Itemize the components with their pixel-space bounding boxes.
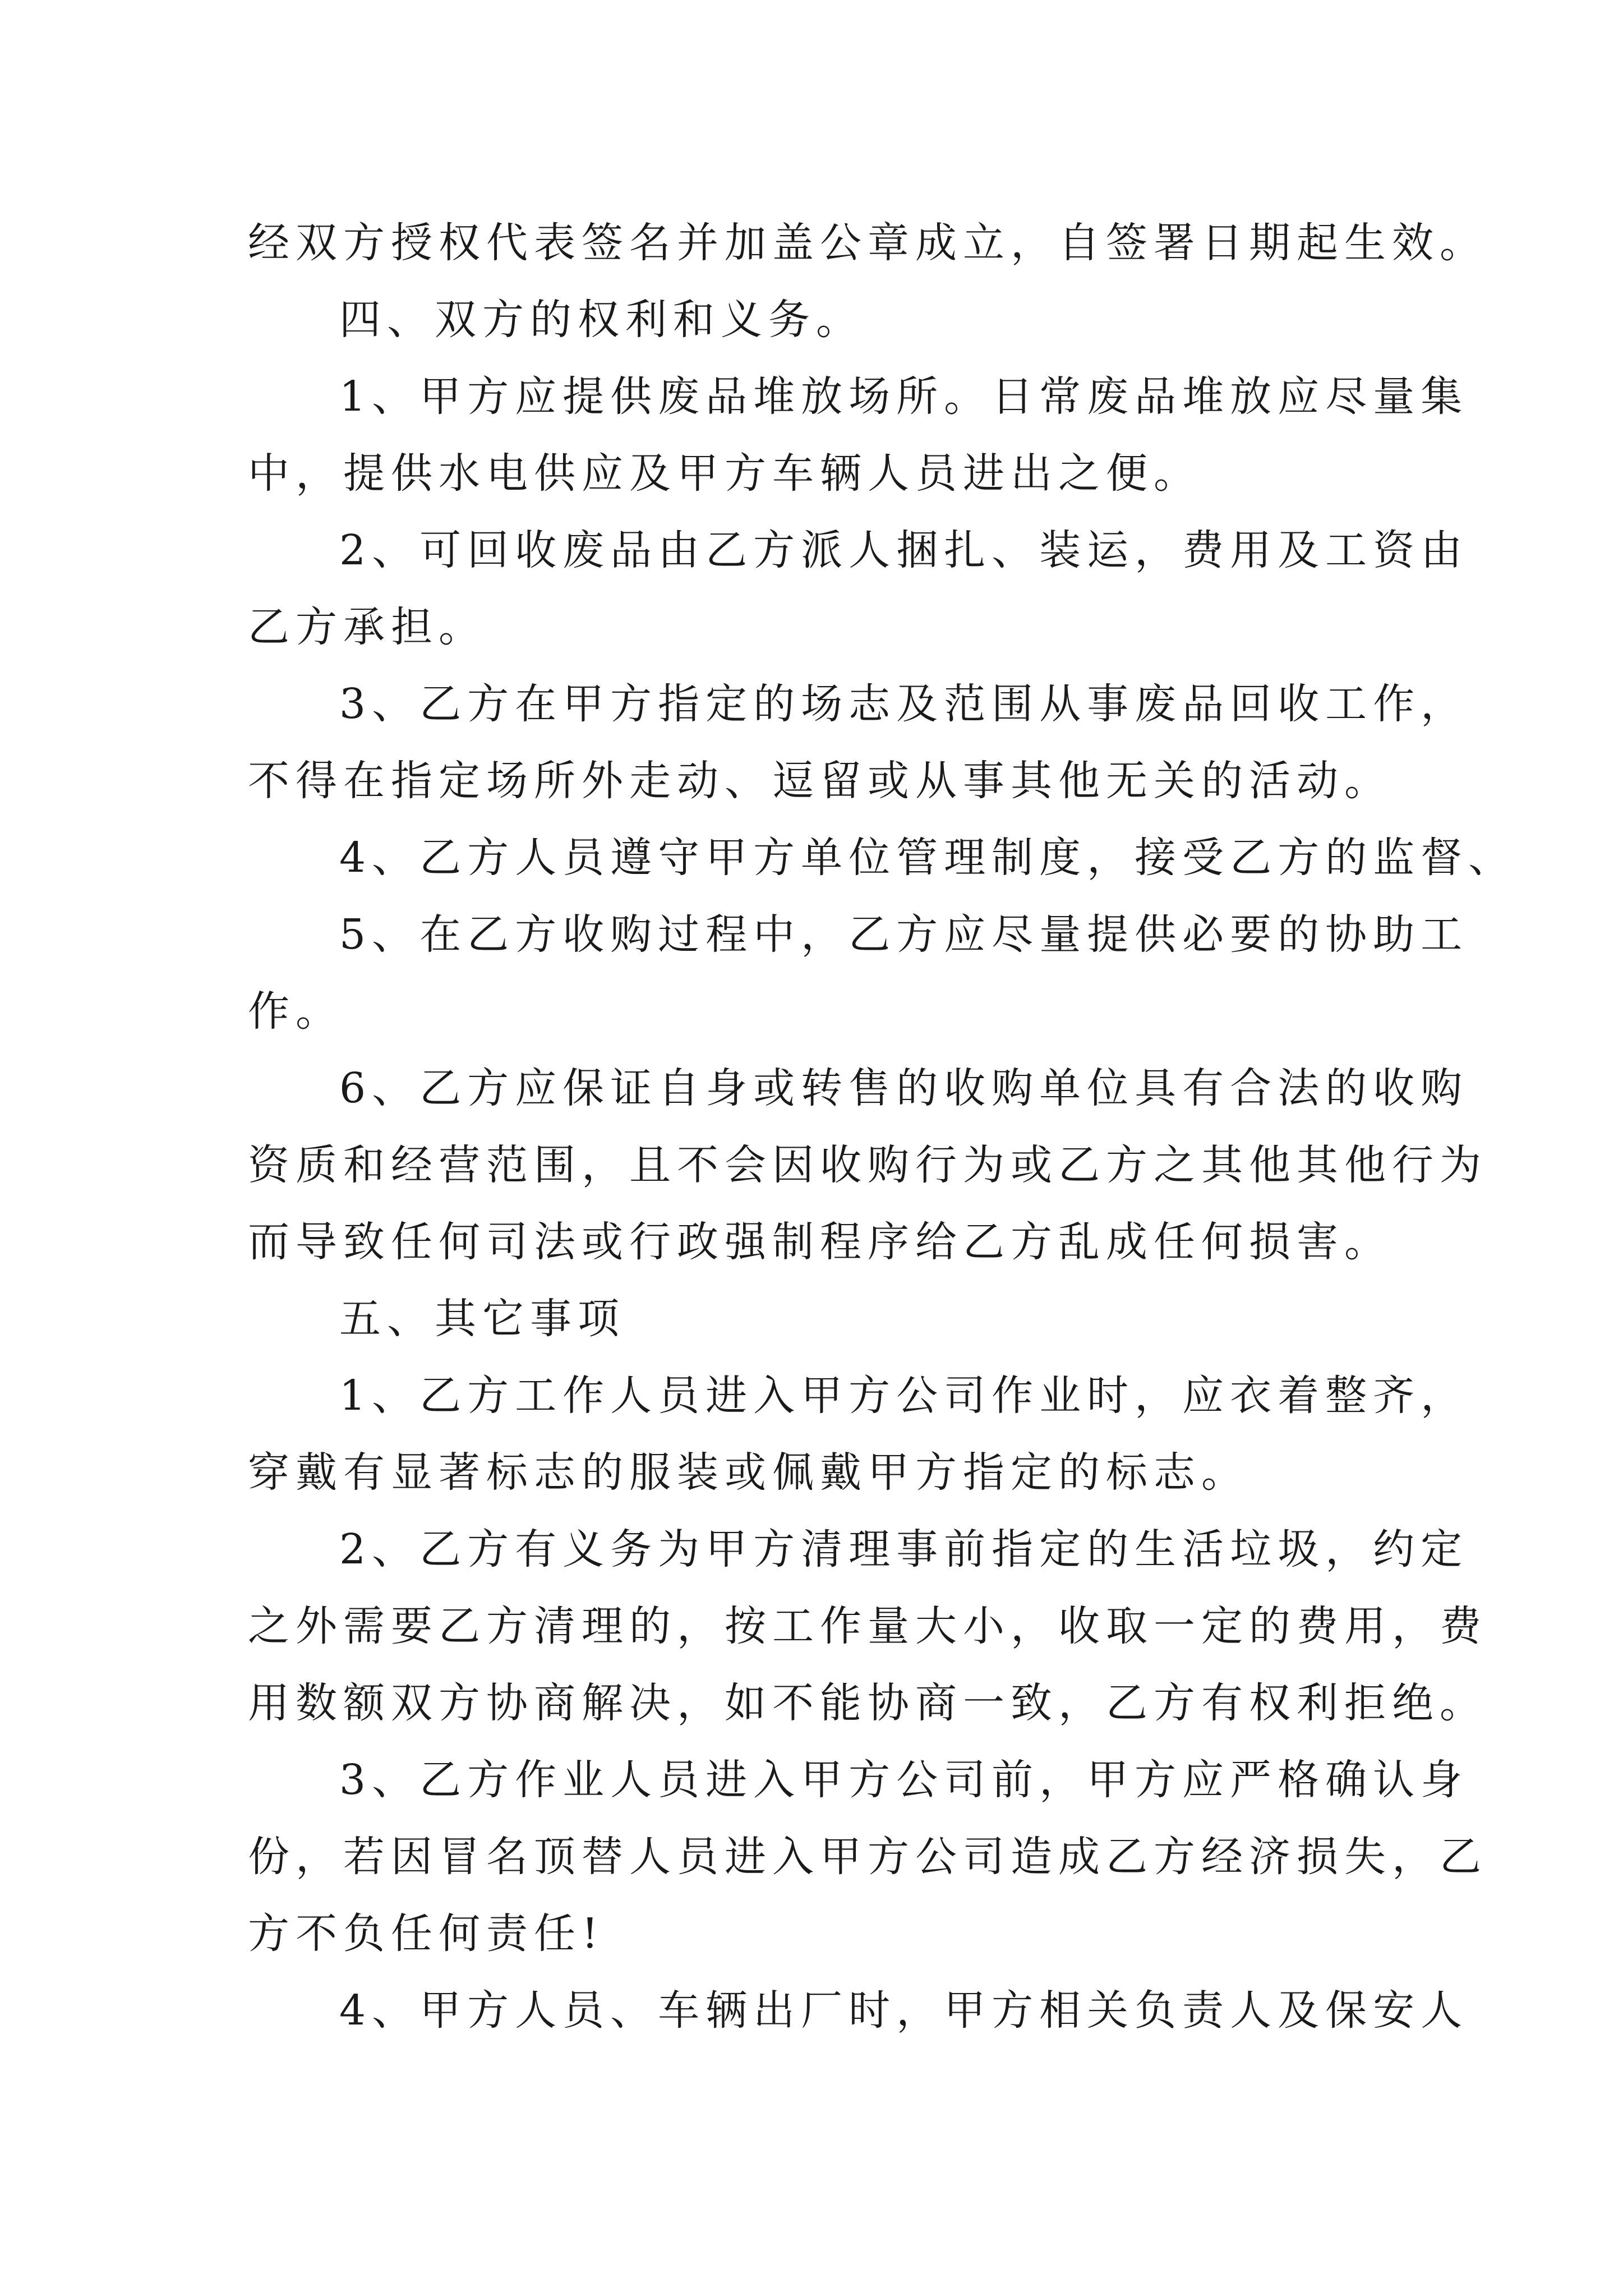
text-line: 不得在指定场所外走动、逗留或从事其他无关的活动。: [248, 757, 1392, 805]
text-line: 穿戴有显著标志的服装或佩戴甲方指定的标志。: [248, 1448, 1249, 1497]
text-line: 1、甲方应提供废品堆放场所。日常废品堆放应尽量集: [339, 372, 1469, 421]
text-line: 乙方承担。: [248, 603, 486, 651]
text-line: 1、乙方工作人员进入甲方公司作业时，应衣着整齐，: [339, 1372, 1469, 1420]
text-line: 6、乙方应保证自身或转售的收购单位具有合法的收购: [339, 1064, 1469, 1112]
text-line: 而导致任何司法或行政强制程序给乙方乱成任何损害。: [248, 1218, 1392, 1266]
text-line: 资质和经营范围，且不会因收购行为或乙方之其他其他行为: [248, 1141, 1487, 1189]
text-line: 方不负任何责任!: [248, 1910, 605, 1958]
text-line: 2、可回收废品由乙方派人捆扎、装运，费用及工资由: [339, 526, 1469, 574]
text-line: 份，若因冒名顶替人员进入甲方公司造成乙方经济损失，乙: [248, 1833, 1487, 1881]
section-heading: 四、双方的权利和义务。: [339, 296, 864, 344]
text-line: 3、乙方在甲方指定的场志及范围从事废品回收工作，: [339, 680, 1469, 728]
text-line: 经双方授权代表签名并加盖公章成立，自签署日期起生效。: [248, 219, 1487, 267]
text-line: 2、乙方有义务为甲方清理事前指定的生活垃圾，约定: [339, 1525, 1469, 1573]
text-line: 3、乙方作业人员进入甲方公司前，甲方应严格确认身: [339, 1756, 1469, 1804]
text-line: 4、乙方人员遵守甲方单位管理制度，接受乙方的监督、: [339, 834, 1516, 882]
text-line: 作。: [248, 987, 343, 1036]
text-line: 用数额双方协商解决，如不能协商一致，乙方有权利拒绝。: [248, 1679, 1487, 1727]
section-heading: 五、其它事项: [339, 1295, 625, 1343]
text-line: 5、在乙方收购过程中，乙方应尽量提供必要的协助工: [339, 910, 1469, 959]
text-line: 4、甲方人员、车辆出厂时，甲方相关负责人及保安人: [339, 1986, 1469, 2035]
text-line: 中，提供水电供应及甲方车辆人员进出之便。: [248, 449, 1201, 498]
text-line: 之外需要乙方清理的，按工作量大小，收取一定的费用，费: [248, 1602, 1487, 1650]
